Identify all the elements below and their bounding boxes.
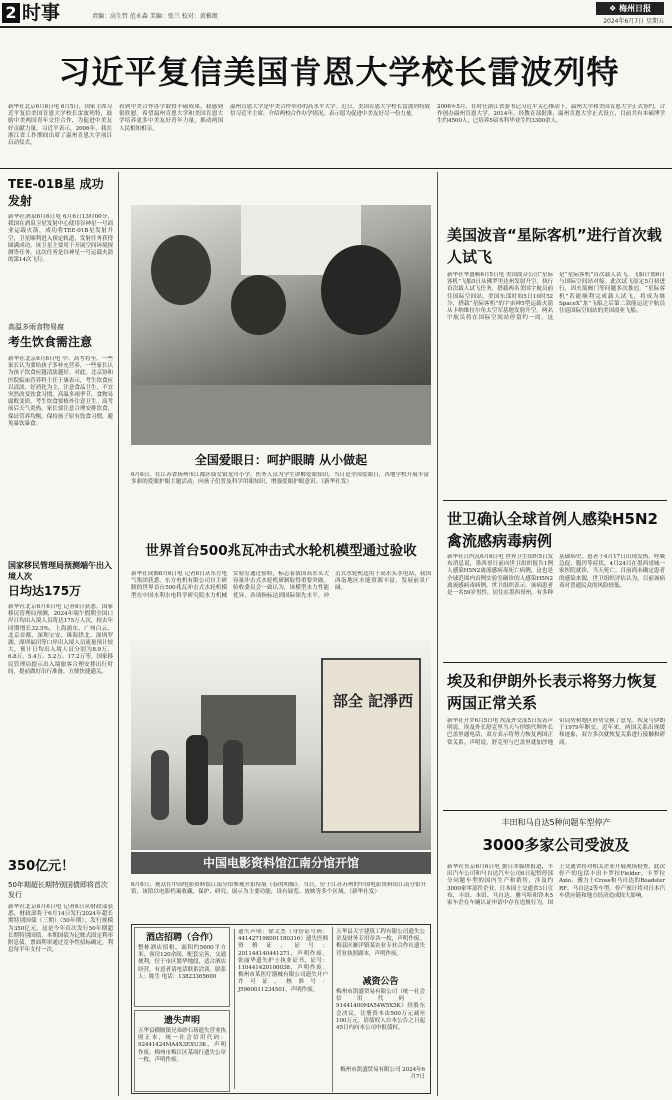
ad-notice-signature: 梅州市凯盛贸易有限公司 2024年6月7日: [340, 1067, 425, 1081]
exhibit-photo-title-bar: [131, 852, 431, 874]
lead-body-col-1: 新华社北京6月6日电 6月5日，国家主席习近平复信美国肯恩大学校长雷波列特，鼓励中美两国青年交往合作，为促进中美友好贡献力量。习近平表示，2006年，我在浙江省工作期间出席了温州肯恩大学项目启动仪式。: [8, 104, 112, 147]
story-h5n2-body: 新华社日内瓦6月6日电 世界卫生组织5日发布消息说，墨西哥日前向世卫组织报告1例人感染H5N2禽流感病毒死亡病例，这也是全球范围内首例实验室确诊的人感染H5N2禽流感病毒病例。世卫组织表示，该病患者是一名59岁男性，居住在墨西哥州，有多种基础病史。患者于4月17日出现发热、呼吸急促、腹泻等症状，4月24日在墨西哥城一家医院就诊，当天死亡。目前尚未确定患者的感染来源，世卫组织评估认为，目前该病毒对普通民众的风险较低。: [447, 554, 665, 597]
right-rule-1: [443, 500, 667, 501]
photo-child-figure: [151, 235, 211, 305]
lead-body-col-4: 2006年5月，在时任浙江省委书记习近平关心推动下，温州大学和美国肯恩大学正式签约，合作创办温州肯恩大学。2014年，经教育部批准，温州肯恩大学正式设立，目前共有本硕博学生约4500人，已培养5届本科毕业生约3300余人。: [437, 104, 665, 125]
page-number: 2: [2, 3, 20, 23]
lead-body-col-3: 温州肯恩大学是中美合作举办的高水平大学。近日，美国肯恩大学校长雷波列特致信习近平主席，介绍两校合作办学情况，表示愿为促进中美友好尽一份力量。: [230, 104, 430, 118]
ad-recruit-title: 酒店招聘（合作）: [145, 933, 218, 943]
ad-lost-1-body: 五华县横陂镇兄弟砂石场遗失营业执照正本，统一社会信用代码：92441424MA4X3EXU3K，声明作废。梅州市梅江区某商行遗失公章一枚，声明作废。: [138, 1028, 226, 1063]
lead-bottom-rule: [0, 168, 672, 169]
exhibit-photo-caption: 6月6日，观众在中国电影资料馆江南分馆参观开馆特展《春的明媚》。当日，位于江苏苏州的中国电影资料馆江南分馆开馆，该馆以电影档案收藏、保护、研究、展示为主要功能，设有展览、放映等多个区域。（新华社发）: [131, 882, 427, 896]
photo-child-figure: [231, 275, 286, 335]
photo-visitor-figure: [223, 740, 243, 825]
right-rule-3: [443, 810, 667, 811]
center-right-divider: [437, 172, 438, 1096]
ad-lost-3: 五华县天宇建筑工程有限公司遗失公章及财务专用章各一枚，声明作废。梅县区雁洋镇某农业专业合作社遗失营业执照副本，声明作废。: [336, 929, 425, 957]
photo-visitor-figure: [186, 735, 208, 825]
ad-lost-1: [134, 1010, 230, 1092]
story-border-body: 新华社北京6月6日电 记者6日获悉，国家移民管理局预测，2024年端午假期全国口岸日均出入境人员将达175万人次，较去年同期增长32.5%。上海浦东、广州白云、北京首都、深圳宝安、珠海拱北、深圳罗湖、深圳福田等口岸出入境人员流量预计较大，预计日均出入境人员分别为8.9万、6.8万、5.4万、5.2万、17.2万等。国家移民管理局提示出入境旅客合理安排出行时间，提前做好出行准备，方便快捷通关。: [8, 604, 113, 675]
lead-headline: 习近平复信美国肯恩大学校长雷波列特: [58, 53, 620, 91]
photo-poster-text: 部全 記淨西: [332, 692, 414, 710]
exhibit-photo-title: 中国电影资料馆江南分馆开馆: [202, 856, 359, 870]
story-bond-headline: 350亿元！: [8, 859, 75, 874]
story-turbine-body: 新华社成都6月6日电 记者6日从东方电气集团获悉，东方电机有限公司自主研制的世界首台500兆瓦冲击式水轮机模型在中国水利水电科学研究院水力机械实验室通过验收，标志着我国高水头大容量冲击式水轮机研制取得重要突破。验收委员会一致认为，该模型水力性能优异，各项指标达到国际领先水平。冲击式水轮机适用于高水头水电站，我国西南地区水能资源丰富，发展前景广阔。: [131, 571, 431, 599]
paper-logo-icon: ❖: [609, 4, 617, 13]
issue-date: 2024年6月7日 星期五: [603, 18, 664, 25]
story-bond-body: 新华社北京6月6日电 记者6日从财政部获悉，财政部将于6月14日发行2024年超长期特别国债（三期）（50年期），发行规模为350亿元。这是今年首次发行50年期超长期特别国债。本期国债为记账式固定利率附息债，票面利率通过竞争性招标确定，利息每半年支付一次。: [8, 904, 113, 954]
exhibit-photo: [131, 640, 431, 850]
photo-poster: [321, 658, 421, 833]
ad-lost-2: 遗失声明：徐文杰（身份证号码：441427198001180316）遗失医师资格证，证号：201144140441271，声明作废。张丽华遗失护士执业证书，证号：110441420100038，声明作废。梅州市某医疗器械有限公司遗失开户许可证，核准号：J5960011234501，声明作废。: [234, 929, 328, 1089]
story-starliner-headline: 美国波音“星际客机”进行首次载人试飞: [447, 226, 662, 266]
story-starliner-body: 新华社华盛顿6月5日电 美国波音公司“星际客机”飞船5日从佛罗里达州发射升空，执行首次载人试飞任务，搭载两名美国宇航员前往国际空间站。美国东部时间5日10时52分，搭载“星际客机”的宇宙神5型运载火箭从卡纳维拉尔角太空军基地发射升空。两名宇航员将在国际空间站停留约一周。这是“星际客机”首次载人试飞。飞船计划6日与国际空间站对接。此次试飞原定5月初进行，因火箭阀门等问题多次推迟。“星际客机”若能顺利完成载人试飞，将成为继SpaceX“龙”飞船之后第二款能运送宇航员往返国际空间站的美国商业飞船。: [447, 272, 665, 322]
story-exam-body: 新华社北京6月6日电 中、高考将至，一些家长认为要给孩子多补充营养，一些家长认为孩子饮食应越清淡越好。对此，北京协和医院临床营养科主任于康表示，考生饮食应以清淡、好消化为主，注意食品卫生，不宜突然改变饮食习惯。高温多雨季节，食物易腐败变质，考生饮食要格外注意卫生。高考前后天气炎热，家长要注意合理安排饮食，保证营养均衡，保持孩子原有饮食习惯，避免暴饮暴食。: [8, 356, 113, 427]
photo-display-panel: [201, 695, 296, 765]
story-satellite-headline: TEE-01B星 成功发射: [8, 177, 104, 208]
ads-block: [131, 924, 431, 1094]
story-exam-headline: 考生饮食需注意: [8, 335, 93, 349]
right-rule-2: [443, 662, 667, 663]
story-egypt-iran-body: 新华社开罗6月5日电 埃及外交部5日发表声明说，埃及外长舒克里当天与伊朗代理外长巴盖里通电话，双方表示将努力恢复两国正常关系。声明说，舒克里与巴盖里就加沙地带局势和地区形势交换了意见。埃及与伊朗于1979年断交。近年来，两国关系出现缓和迹象，双方多次就恢复关系进行接触和磋商。: [447, 718, 665, 746]
photo-visitor-figure: [151, 750, 169, 820]
staff-credits: 责编：高生哲 范永森 美编：张兰 校对：黄雅颂: [92, 13, 218, 20]
ad-notice-body: 梅州市凯盛贸易有限公司（统一社会信用代码：91441400MA54W5X5K）经股东会决议，注册资本由500万元减至100万元。请债权人自本公告之日起45日内向本公司申报债权。: [336, 989, 425, 1032]
section-name: 时事: [22, 2, 61, 24]
ad-right-block: [332, 927, 428, 1092]
lead-body-col-2: 看到中美合作办学取得丰硕成果，我感到很欣慰。希望温州肯恩大学和美国肯恩大学培养更多中美友好青年力量，推动两国人民相知相亲。: [119, 104, 223, 132]
story-exam-kicker: 高温多雨食物易腐: [8, 323, 64, 331]
main-photo-title: 全国爱眼日：呵护眼睛 从小做起: [194, 453, 368, 467]
paper-name: [596, 2, 664, 15]
story-border-kicker: 国家移民管理局预测端午出入境人次: [8, 561, 112, 581]
story-automakers-headline: 3000多家公司受波及: [482, 836, 630, 854]
story-turbine-headline: 世界首台500兆瓦冲击式水轮机模型通过验收: [145, 543, 417, 559]
story-egypt-iran-headline: 埃及和伊朗外长表示将努力恢复两国正常关系: [447, 672, 658, 712]
ad-notice-title: 减资公告: [362, 977, 399, 987]
photo-adult-figure: [321, 245, 401, 335]
ad-recruit: [134, 927, 230, 1007]
left-column-divider: [118, 172, 119, 1096]
ad-lost-1-title: 遗失声明: [163, 1016, 200, 1026]
story-h5n2-headline: 世卫确认全球首例人感染H5N2禽流感病毒病例: [447, 510, 658, 550]
story-automakers-body: 新华社东京6月6日电 据日本媒体报道，丰田汽车公司和马自达汽车公司6日起暂停部分问题车型的国内生产和销售，涉及约3000家零部件企业。日本国土交通省3日宣布，丰田、本田、马自达、雅马哈和铃木5家车企在车辆认证申请中存在违规行为，国土交通省将对相关企业开展现场检查。此次停产的包括丰田卡罗拉Fielder、卡罗拉Axio、雅力士Cross和马自达的Roadster RF、马自达2等车型。停产预计将对日本汽车供应链和地方经济造成较大影响。: [447, 864, 665, 907]
main-photo: [131, 205, 431, 445]
ad-recruit-body: 整栋酒店招租，面积约5600平方米，客房120余间，配套完善，交通便利，位于市区繁华地段，适合酒店经营，有意者请电话联系洽谈。联系人：陈生 电话：13823365600: [138, 945, 226, 980]
story-border-headline: 日均达175万: [8, 584, 82, 598]
masthead-rule: [0, 26, 672, 28]
paper-name-text: 梅州日报: [618, 4, 651, 13]
photo-table: [131, 385, 431, 445]
story-satellite-body: 新华社酒泉6月6日电 6月6日13时00分，我国在酒泉卫星发射中心使用谷神星一号商业运载火箭，成功将TEE-01B星发射升空，卫星顺利进入预定轨道，发射任务获得圆满成功。该卫星主要用于开展空间环境探测等任务。这次任务是谷神星一号运载火箭的第14次飞行。: [8, 214, 113, 264]
story-bond-kicker: 50年期超长期特别国债即将首次发行: [8, 881, 108, 899]
story-automakers-kicker: 丰田和马自达5种问题车型停产: [501, 818, 611, 827]
masthead: [0, 0, 672, 26]
main-photo-caption: 6月6日，在江苏省扬州市江都区仙女镇龙川小学，医务人员为学生讲解爱眼知识。当日是全国爱眼日，各地学校开展丰富多彩的爱眼护眼主题活动，向孩子们普及科学用眼知识，增强爱眼护眼意识。（新华社发）: [131, 472, 429, 486]
